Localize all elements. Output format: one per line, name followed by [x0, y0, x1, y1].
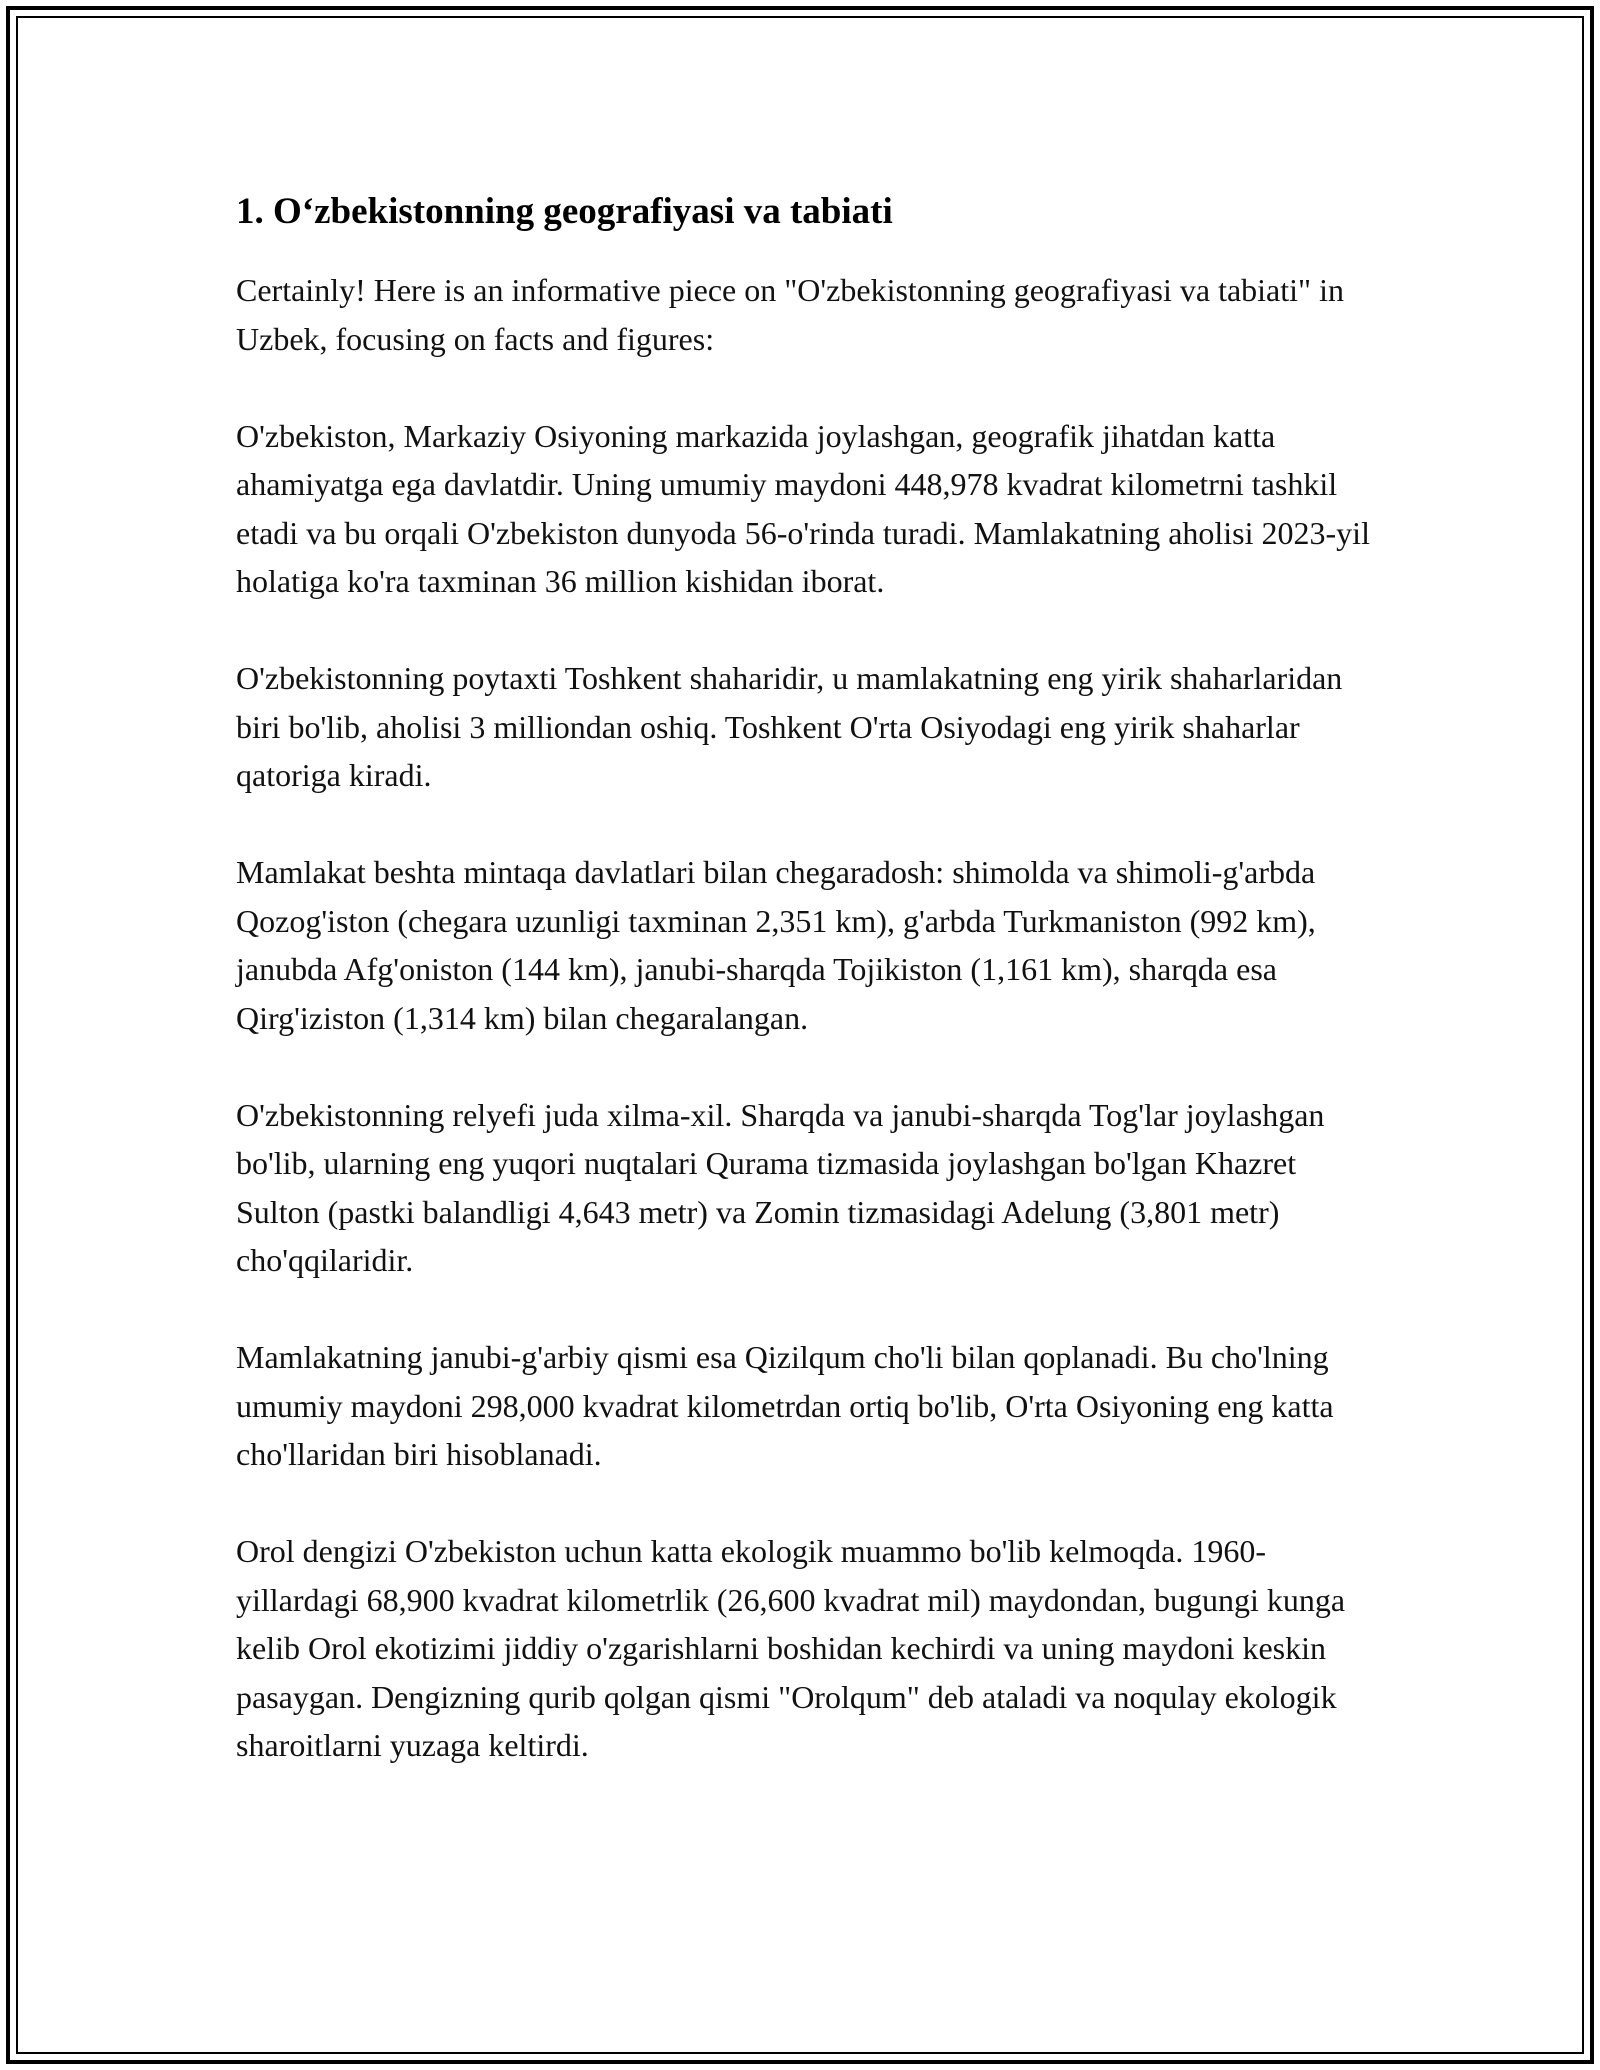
- document-body: [236, 188, 1376, 1818]
- paragraph-aral-sea: Orol dengizi O'zbekiston uchun katta ekologik muammo bo'lib kelmoqda. 1960-yillardagi 68,900 kvadrat kilometrlik (26,600 kvadrat mil) maydondan, bugungi kunga kelib Orol ekotizimi jiddiy o'zgarishlarni boshidan kechirdi va uning maydoni keskin pasaygan. Dengizning qurib qolgan qismi "Orolqum" deb ataladi va noqulay ekologik sharoitlarni yuzaga keltirdi.: [236, 1533, 1346, 1763]
- paragraph-overview: O'zbekiston, Markaziy Osiyoning markazida joylashgan, geografik jihatdan katta ahamiyatga ega davlatdir. Uning umumiy maydoni 448,978 kvadrat kilometrni tashkil etadi va bu orqali O'zbekiston dunyoda 56-o'rinda turadi. Mamlakatning aholisi 2023-yil holatiga ko'ra taxminan 36 million kishidan iborat.: [236, 417, 1370, 599]
- paragraph-borders: Mamlakat beshta mintaqa davlatlari bilan chegaradosh: shimolda va shimoli-g'arbda Qozog'iston (chegara uzunligi taxminan 2,351 km), g'arbda Turkmaniston (992 km), janubda Afg'oniston (144 km), janubi-sharqda Tojikiston (1,161 km), sharqda esa Qirg'iziston (1,314 km) bilan chegaralangan.: [236, 854, 1316, 1036]
- paragraph-relief: O'zbekistonning relyefi juda xilma-xil. Sharqda va janubi-sharqda Tog'lar joylashgan bo'lib, ularning eng yuqori nuqtalari Qurama tizmasida joylashgan bo'lgan Khazret Sulton (pastki balandligi 4,643 metr) va Zomin tizmasidagi Adelung (3,801 metr) cho'qqilaridir.: [236, 1096, 1325, 1278]
- paragraph-intro: Certainly! Here is an informative piece on "O'zbekistonning geografiyasi va tabiati" in Uzbek, focusing on facts and figures:: [236, 272, 1344, 357]
- paragraph-kyzylkum: Mamlakatning janubi-g'arbiy qismi esa Qizilqum cho'li bilan qoplanadi. Bu cho'lning umumiy maydoni 298,000 kvadrat kilometrdan ortiq bo'lib, O'rta Osiyoning eng katta cho'llaridan biri hisoblanadi.: [236, 1339, 1334, 1472]
- paragraph-capital: O'zbekistonning poytaxti Toshkent shaharidir, u mamlakatning eng yirik shaharlaridan biri bo'lib, aholisi 3 milliondan oshiq. Toshkent O'rta Osiyodagi eng yirik shaharlar qatoriga kiradi.: [236, 660, 1343, 793]
- section-title: 1. O‘zbekistonning geografiyasi va tabiati: [236, 191, 893, 232]
